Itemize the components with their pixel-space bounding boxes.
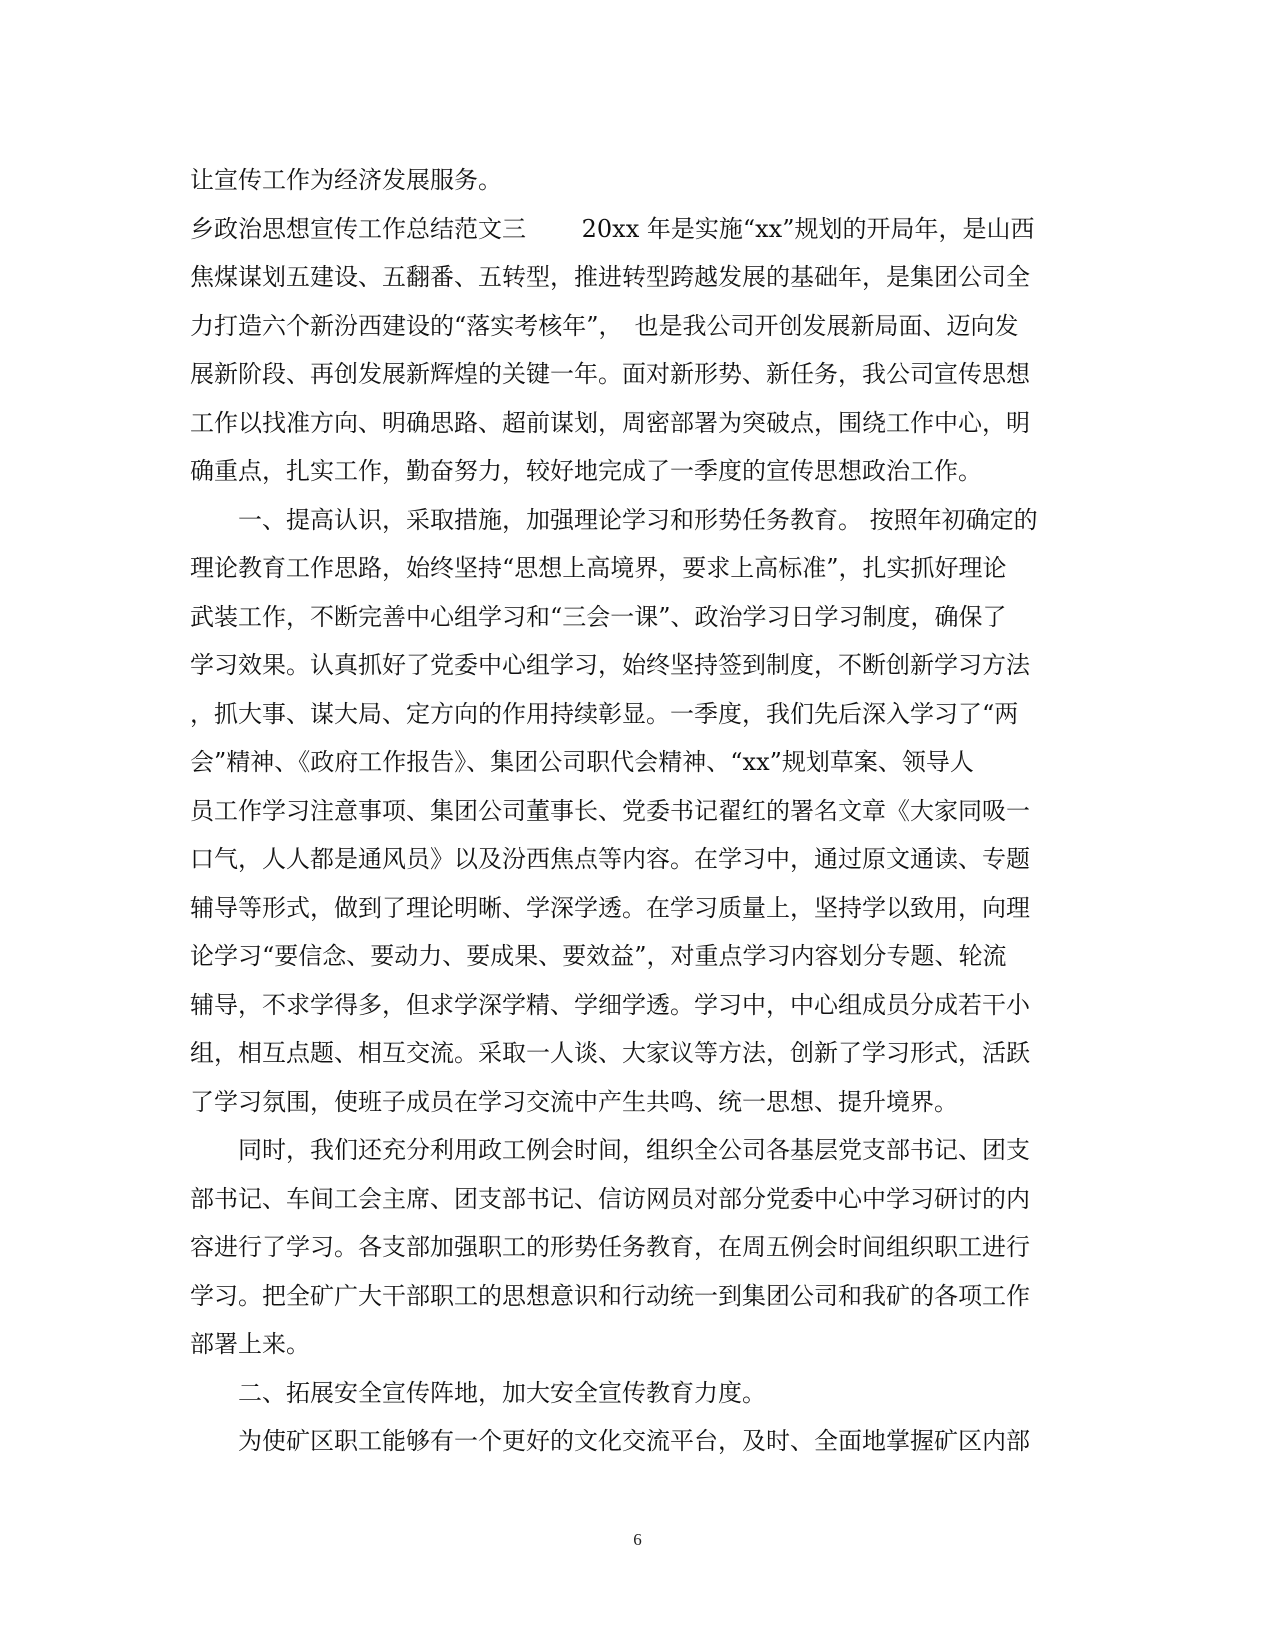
text-line: 力打造六个新汾西建设的“落实考核年”， 也是我公司开创发展新局面、迈向发 xyxy=(190,311,1019,340)
text-line: 容进行了学习。各支部加强职工的形势任务教育，在周五例会时间组织职工进行 xyxy=(190,1233,1030,1261)
text-line: 口气，人人都是通风员》以及汾西焦点等内容。在学习中，通过原文通读、专题 xyxy=(190,845,1030,873)
text-line: 乡政治思想宣传工作总结范文三 20xx 年是实施“xx”规划的开局年，是山西 xyxy=(190,214,1035,243)
text-line: 武装工作，不断完善中心组学习和“三会一课”、政治学习日学习制度，确保了 xyxy=(190,602,1007,631)
page-number: 6 xyxy=(633,1530,642,1549)
text-line: 焦煤谋划五建设、五翻番、五转型，推进转型跨越发展的基础年，是集团公司全 xyxy=(190,263,1030,291)
text-line: 学习效果。认真抓好了党委中心组学习，始终坚持签到制度，不断创新学习方法 xyxy=(190,651,1030,679)
section-heading-2: 二、拓展安全宣传阵地，加大安全宣传教育力度。 xyxy=(238,1378,766,1407)
text-line: 论学习“要信念、要动力、要成果、要效益”，对重点学习内容划分专题、轮流 xyxy=(190,942,1007,970)
text-line: 让宣传工作为经济发展服务。 xyxy=(190,166,502,194)
text-line: ，抓大事、谋大局、定方向的作用持续彰显。一季度，我们先后深入学习了“两 xyxy=(190,699,1019,728)
text-line: 了学习氛围，使班子成员在学习交流中产生共鸣、统一思想、提升境界。 xyxy=(190,1087,958,1116)
text-line: 辅导，不求学得多，但求学深学精、学细学透。学习中，中心组成员分成若干小 xyxy=(190,990,1030,1019)
text-line: 会”精神、《政府工作报告》、集团公司职代会精神、“xx”规划草案、领导人 xyxy=(190,748,974,776)
text-line: 展新阶段、再创发展新辉煌的关键一年。面对新形势、新任务，我公司宣传思想 xyxy=(190,360,1030,388)
section-heading-1: 一、提高认识，采取措施，加强理论学习和形势任务教育。 按照年初确定的 xyxy=(238,505,1038,534)
body-text xyxy=(190,156,1070,1466)
text-line: 部署上来。 xyxy=(190,1330,310,1358)
text-line: 学习。把全矿广大干部职工的思想意识和行动统一到集团公司和我矿的各项工作 xyxy=(190,1281,1030,1310)
text-line: 部书记、车间工会主席、团支部书记、信访网员对部分党委中心中学习研讨的内 xyxy=(190,1184,1030,1213)
text-line: 员工作学习注意事项、集团公司董事长、党委书记翟红的署名文章《大家同吸一 xyxy=(190,796,1030,825)
text-line: 组，相互点题、相互交流。采取一人谈、大家议等方法，创新了学习形式，活跃 xyxy=(190,1039,1030,1067)
text-line: 辅导等形式，做到了理论明晰、学深学透。在学习质量上，坚持学以致用，向理 xyxy=(190,893,1030,922)
text-line: 工作以找准方向、明确思路、超前谋划，周密部署为突破点，围绕工作中心，明 xyxy=(190,408,1030,437)
paragraph-start: 为使矿区职工能够有一个更好的文化交流平台，及时、全面地掌握矿区内部 xyxy=(238,1427,1030,1455)
text-line: 理论教育工作思路，始终坚持“思想上高境界，要求上高标准”，扎实抓好理论 xyxy=(190,554,1007,582)
text-line: 确重点，扎实工作，勤奋努力，较好地完成了一季度的宣传思想政治工作。 xyxy=(190,457,982,485)
paragraph-start: 同时，我们还充分利用政工例会时间，组织全公司各基层党支部书记、团支 xyxy=(238,1136,1030,1164)
